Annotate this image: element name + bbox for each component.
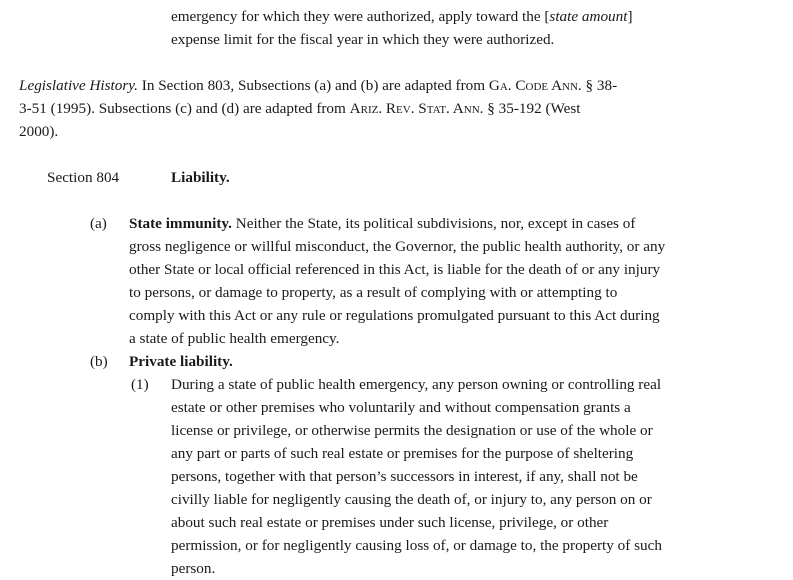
legislative-history xyxy=(19,74,617,143)
subsection-a-line-6: a state of public health emergency. xyxy=(129,330,340,347)
subsection-b-label: (b) xyxy=(90,353,108,370)
legislative-history-line-1 xyxy=(19,74,617,97)
paragraph-b1-line: permission, or for negligently causing loss of, or damage to, the property of such xyxy=(171,537,662,554)
continuation-text: emergency for which they were authorized, apply toward the [ xyxy=(171,8,550,25)
citation-section: § 35-192 (West xyxy=(483,100,581,117)
paragraph-b1-body xyxy=(171,373,662,580)
section-heading xyxy=(47,166,230,189)
paragraph-b1-line: person. xyxy=(171,560,216,577)
citation-section: § 38- xyxy=(581,77,618,94)
citation-ariz-stat: Ariz. Rev. Stat. Ann. xyxy=(349,100,484,117)
state-amount-placeholder: state amount xyxy=(549,8,628,25)
subsection-a-body xyxy=(129,212,665,350)
paragraph-b1-line: During a state of public health emergency, any person owning or controlling real xyxy=(171,376,662,393)
subsection-a-line-3: other State or local official referenced in this Act, is liable for the death of or any injury xyxy=(129,261,661,278)
subsection-a-label: (a) xyxy=(90,215,107,232)
legislative-history-line-2 xyxy=(19,97,617,120)
citation-ga-code: Ga. Code Ann. xyxy=(488,77,582,94)
legislative-history-text: 3-51 (1995). Subsections (c) and (d) are adapted from xyxy=(19,100,350,117)
paragraph-b1-line: estate or other premises who voluntarily and without compensation grants a xyxy=(171,399,631,416)
section-title: Liability. xyxy=(171,169,230,186)
paragraph-b1-line: civilly liable for negligently causing the death of, or injury to, any person on or xyxy=(171,491,652,508)
paragraph-b1-line: persons, together with that person’s successors in interest, if any, shall not be xyxy=(171,468,638,485)
continuation-line-2: expense limit for the fiscal year in which they were authorized. xyxy=(171,31,555,48)
subsection-a-line-4: to persons, or damage to property, as a result of complying with or attempting to xyxy=(129,284,618,301)
subsection-a-line-1 xyxy=(129,212,665,235)
subsection-a-heading: State immunity. xyxy=(129,215,232,232)
paragraph-b1-label: (1) xyxy=(131,376,149,393)
subsection-b-heading: Private liability. xyxy=(129,353,233,370)
continuation-line-1 xyxy=(171,5,633,28)
paragraph-b1-line: about such real estate or premises under such license, privilege, or other xyxy=(171,514,609,531)
subsection-a-text: Neither the State, its political subdivisions, nor, except in cases of xyxy=(231,215,636,232)
subsection-a-line-5: comply with this Act or any rule or regulations promulgated pursuant to this Act during xyxy=(129,307,660,324)
paragraph-b1-line: license or privilege, or otherwise permits the designation or use of the whole or xyxy=(171,422,653,439)
subsection-b-heading-block xyxy=(129,350,233,373)
legislative-history-text: In Section 803, Subsections (a) and (b) are adapted from xyxy=(137,77,489,94)
legislative-history-heading: Legislative History. xyxy=(19,77,138,94)
continuation-bracket: ] xyxy=(627,8,633,25)
section-number: Section 804 xyxy=(47,169,120,186)
paragraph-b1-line: any part or parts of such real estate or premises for the purpose of sheltering xyxy=(171,445,634,462)
continuation-paragraph xyxy=(171,5,633,51)
legislative-history-line-3: 2000). xyxy=(19,123,59,140)
subsection-a-line-2: gross negligence or willful misconduct, the Governor, the public health authority, or any xyxy=(129,238,666,255)
section-heading-line xyxy=(47,166,230,189)
